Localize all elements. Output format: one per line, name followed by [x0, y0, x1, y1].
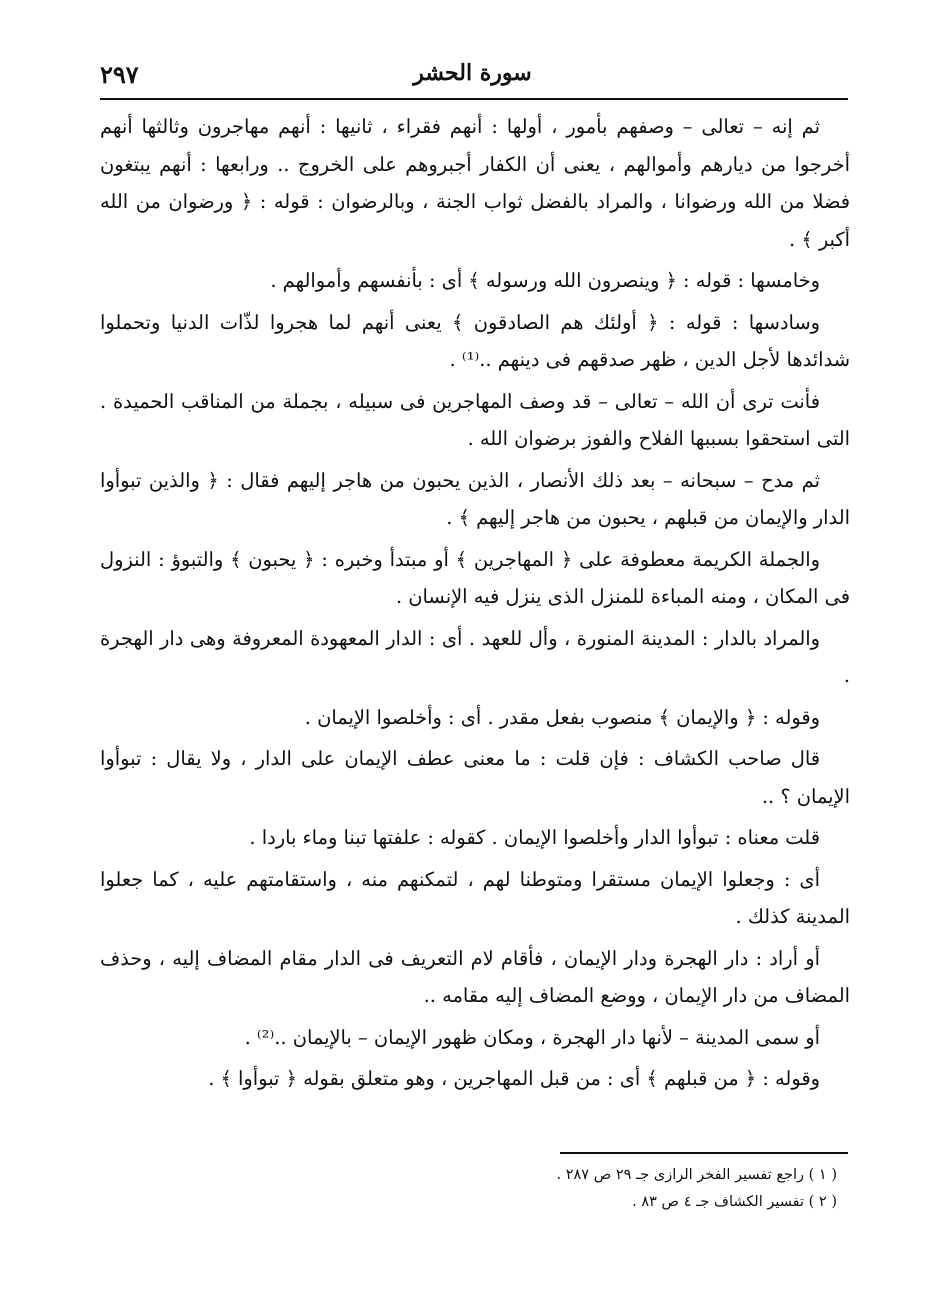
paragraph: وخامسها : قوله : ﴿ وينصرون الله ورسوله ﴾ أى : بأنفسهم وأموالهم . [270, 269, 820, 292]
footnote-rule [560, 1152, 848, 1154]
paragraph: ثم إنه – تعالى – وصفهم بأمور ، أولها : أنهم فقراء ، ثانيها : أنهم مهاجرون وثالثها أنهم أخرجوا من ديارهم وأموالهم ، يعنى أن الكفار أجبروهم على الخروج .. ورابعها : أنهم يبتغون فضلا من الله ورضوانا ، والمراد بالفضل ثواب الجنة ، وبالرضوان : قوله : ﴿ ورضوان من الله أكبر ﴾ . [100, 115, 850, 251]
footnotes [100, 1162, 845, 1216]
paragraph: فأنت ترى أن الله – تعالى – قد وصف المهاجرين فى سبيله ، بجملة من المناقب الحميدة . التى استحقوا بسببها الفلاح والفوز برضوان الله . [100, 389, 850, 450]
page-number: ٢٩٧ [100, 60, 139, 89]
paragraph: وقوله : ﴿ من قبلهم ﴾ أى : من قبل المهاجرين ، وهو متعلق بقوله ﴿ تبوأوا ﴾ . [208, 1067, 820, 1090]
paragraph: قال صاحب الكشاف : فإن قلت : ما معنى عطف الإيمان على الدار ، ولا يقال : تبوأوا الإيمان ؟ .. [100, 747, 850, 808]
page-header [100, 58, 845, 94]
paragraph: والجملة الكريمة معطوفة على ﴿ المهاجرين ﴾ أو مبتدأ وخبره : ﴿ يحبون ﴾ والتبوؤ : النزول فى المكان ، ومنه المباءة للمنزل الذى ينزل فيه الإنسان . [100, 547, 850, 608]
footnote-1: ( ١ ) راجع تفسير الفخر الرازى جـ ٢٩ ص ٢٨٧ . [556, 1167, 837, 1183]
surah-title: سورة الحشر [413, 60, 532, 86]
paragraph: وقوله : ﴿ والإيمان ﴾ منصوب بفعل مقدر . أى : وأخلصوا الإيمان . [304, 705, 820, 729]
header-rule [100, 98, 848, 100]
paragraph: أى : وجعلوا الإيمان مستقرا ومتوطنا لهم ، لتمكنهم منه ، واستقامتهم عليه ، كما جعلوا المدينة كذلك . [100, 867, 850, 928]
paragraph: وسادسها : قوله : ﴿ أولئك هم الصادقون ﴾ يعنى أنهم لما هجروا لذّات الدنيا وتحملوا شدائدها لأجل الدين ، ظهر صدقهم فى دينهم ..⁽¹⁾ . [100, 310, 850, 371]
paragraph: والمراد بالدار : المدينة المنورة ، وأل للعهد . أى : الدار المعهودة المعروفة وهى دار الهجرة . [100, 626, 850, 687]
paragraph: أو سمى المدينة – لأنها دار الهجرة ، ومكان ظهور الإيمان – بالإيمان ..⁽²⁾ . [244, 1025, 820, 1049]
footnote-2: ( ٢ ) تفسير الكشاف جـ ٤ ص ٨٣ . [632, 1194, 837, 1210]
paragraph: ثم مدح – سبحانه – بعد ذلك الأنصار ، الذين يحبون من هاجر إليهم فقال : ﴿ والذين تبوأوا الدار والإيمان من قبلهم ، يحبون من هاجر إليهم ﴾ . [100, 468, 850, 529]
paragraph: أو أراد : دار الهجرة ودار الإيمان ، فأقام لام التعريف فى الدار مقام المضاف إليه ، وحذف المضاف من دار الإيمان ، ووضع المضاف إليه مقامه .. [100, 946, 850, 1007]
main-text [100, 108, 850, 1102]
paragraph: قلت معناه : تبوأوا الدار وأخلصوا الإيمان . كقوله : علفتها تبنا وماء باردا . [249, 826, 820, 849]
